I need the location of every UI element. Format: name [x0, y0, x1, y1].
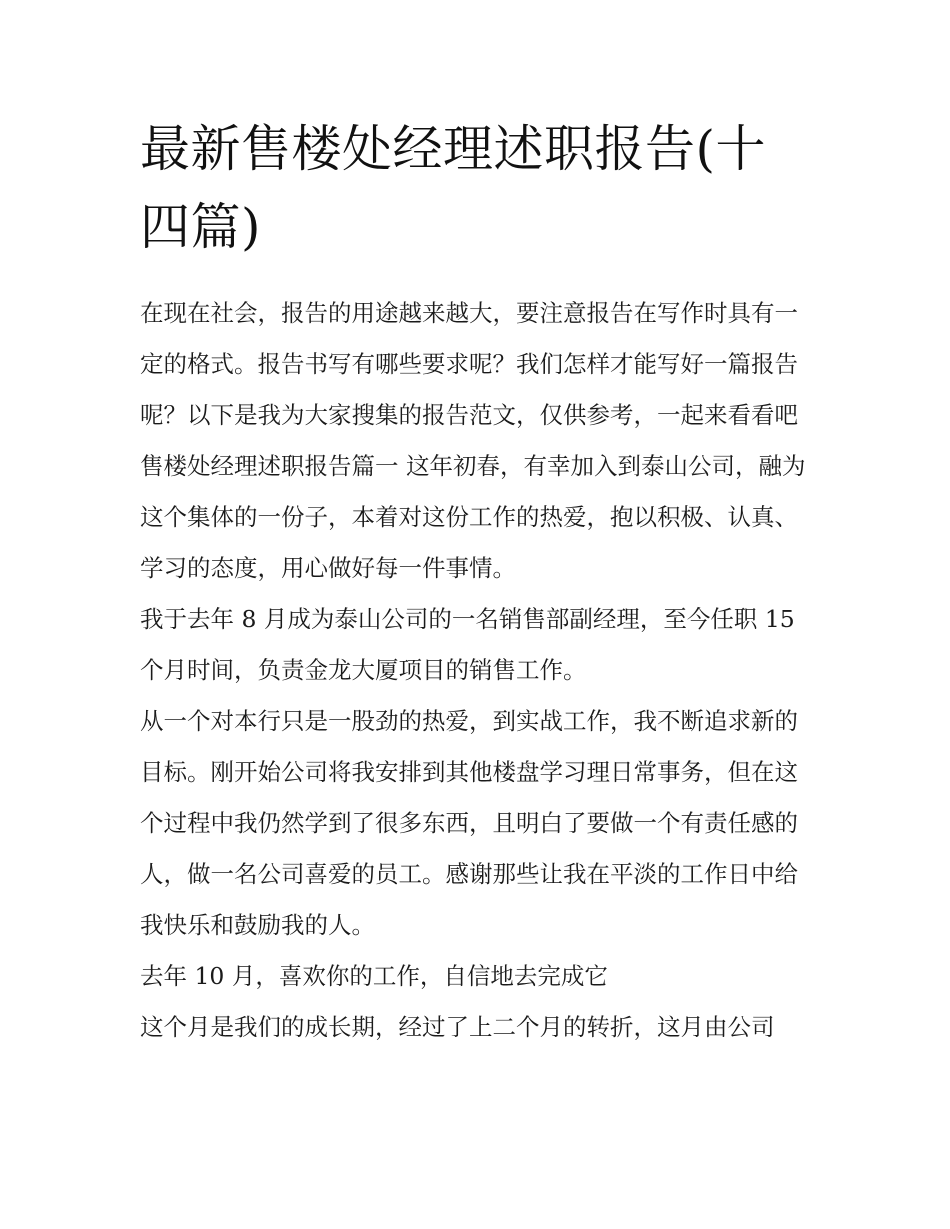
paragraph-intro: 在现在社会，报告的用途越来越大，要注意报告在写作时具有一定的格式。报告书写有哪些要求呢？我们怎样才能写好一篇报告呢？以下是我为大家搜集的报告范文，仅供参考，一起来看看吧 [140, 299, 798, 429]
document-page [140, 110, 812, 1053]
document-title: 最新售楼处经理述职报告(十四篇) [140, 120, 767, 256]
paragraph-october: 去年 10 月，喜欢你的工作，自信地去完成它 [140, 962, 608, 990]
paragraph-section-one: 售楼处经理述职报告篇一 这年初春，有幸加入到泰山公司，融为这个集体的一份子，本着对这份工作的热爱，抱以积极、认真、学习的态度，用心做好每一件事情。 [140, 452, 806, 582]
paragraph-growth: 从一个对本行只是一股劲的热爱，到实战工作，我不断追求新的目标。刚开始公司将我安排到其他楼盘学习理日常事务，但在这个过程中我仍然学到了很多东西，且明白了要做一个有责任感的人，做一名公司喜爱的员工。感谢那些让我在平淡的工作日中给我快乐和鼓励我的人。 [140, 707, 798, 939]
paragraph-this-month: 这个月是我们的成长期，经过了上二个月的转折，这月由公司 [140, 1013, 775, 1041]
paragraph-position: 我于去年 8 月成为泰山公司的一名销售部副经理，至今任职 15 个月时间，负责金龙大厦项目的销售工作。 [140, 605, 795, 684]
